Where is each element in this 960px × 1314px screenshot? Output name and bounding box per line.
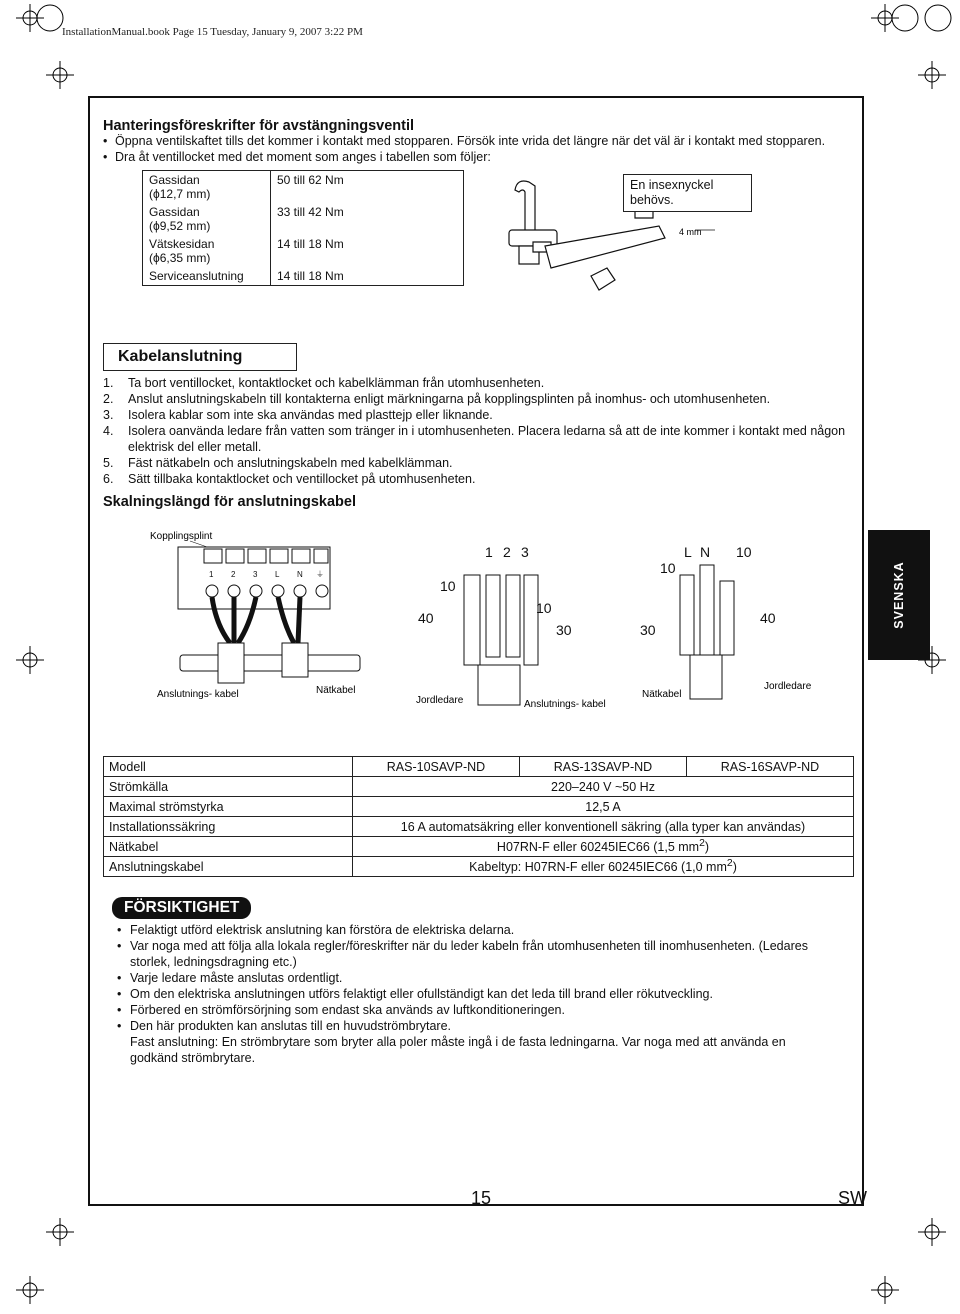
hex-key-callout: En insexnyckel behövs. (623, 174, 752, 212)
conn-cable-label-2: Anslutnings- kabel (524, 699, 606, 710)
table-row (104, 777, 854, 797)
spec-sup: 2 (699, 838, 705, 850)
spec-sup: 2 (726, 858, 733, 870)
valve-bullets (103, 133, 853, 165)
step-text: Ta bort ventillocket, kontaktlocket och kabelklämman från utomhusenheten. (128, 376, 545, 390)
step-number: 5. (103, 456, 114, 470)
spec-label: Maximal strömstyrka (104, 797, 353, 817)
terminal-mark: N (297, 570, 303, 579)
spec-label: Strömkälla (104, 777, 353, 797)
language-side-tab (868, 530, 930, 660)
step-text: Isolera oanvända ledare från vatten som tränger in i utomhusenheten. Placera ledarna så att de inte kommer i kontakt med någon elektrisk del eller metall. (128, 424, 846, 454)
step-item (103, 471, 855, 487)
valve-bullet-1: • Öppna ventilskaftet tills det kommer i kontakt med stopparen. Försök inte vrida det längre när det väl är i kontakt med stopparen. (103, 133, 853, 149)
caution-item: • Förbered en strömförsörjning som endast ska används av luftkonditioneringen. (117, 1002, 837, 1018)
step-item (103, 423, 855, 455)
registration-crosshair (918, 1218, 946, 1246)
torque-label: Gassidan (ϕ12,7 mm) (143, 171, 271, 204)
registration-crosshair (16, 646, 44, 674)
terminal-mark: 3 (253, 570, 258, 579)
cable1-dim: 40 (418, 610, 434, 626)
step-text: Sätt tillbaka kontaktlocket och ventillocket på utomhusenheten. (128, 472, 476, 486)
step-number: 6. (103, 472, 114, 486)
spec-value: 220–240 V ~50 Hz (353, 777, 854, 797)
terminal-mark: ⏚ (316, 570, 324, 579)
registration-crosshair (46, 1218, 74, 1246)
cable1-dim: 10 (536, 600, 552, 616)
earth-label: Jordledare (416, 695, 464, 706)
terminal-block-label: Kopplingsplint (150, 531, 213, 542)
torque-label: Serviceanslutning (143, 267, 271, 286)
spec-header-cell: RAS-10SAVP-ND (353, 757, 520, 777)
conn-cable-label (157, 689, 239, 700)
caution-badge: FÖRSIKTIGHET (112, 897, 251, 919)
table-row (104, 817, 854, 837)
cable2-letter: N (700, 544, 711, 560)
torque-value: 14 till 18 Nm (271, 235, 464, 267)
cable1-number: 2 (503, 544, 511, 560)
step-number: 4. (103, 424, 114, 438)
spec-value-cell (353, 837, 854, 857)
spec-header-cell: RAS-13SAVP-ND (520, 757, 687, 777)
cable2-dim: 10 (736, 544, 752, 560)
torque-row (143, 171, 464, 204)
valve-section-title: Hanteringsföreskrifter för avstängningsventil (103, 118, 415, 134)
file-header: InstallationManual.book Page 15 Tuesday, January 9, 2007 3:22 PM (62, 26, 363, 38)
cable-steps (103, 375, 855, 487)
caution-list (117, 922, 837, 1066)
earth-label-2: Jordledare (764, 681, 812, 692)
table-row (104, 757, 854, 777)
spec-value: 12,5 A (353, 797, 854, 817)
hex-dimension: 4 mm (679, 227, 702, 237)
language-code: SW (838, 1188, 867, 1208)
wiring-diagram (100, 525, 860, 725)
terminal-mark: 1 (209, 570, 214, 579)
page-number: 15 (471, 1188, 492, 1208)
torque-label: Gassidan (ϕ9,52 mm) (143, 203, 271, 235)
spec-header-cell: Modell (104, 757, 353, 777)
strip-section-title: Skalningslängd för anslutningskabel (103, 494, 356, 510)
terminal-mark: 2 (231, 570, 236, 579)
caution-item: • Varje ledare måste anslutas ordentligt. (117, 970, 837, 986)
spec-label: Anslutningskabel (104, 857, 353, 877)
cable2-letter: L (684, 544, 692, 560)
spec-label: Installationssäkring (104, 817, 353, 837)
torque-value: 14 till 18 Nm (271, 267, 464, 286)
step-item (103, 391, 855, 407)
cable1-dim: 10 (440, 578, 456, 594)
spec-value: Kabeltyp: H07RN-F eller 60245IEC66 (1,0 mm (469, 860, 727, 875)
spec-tail: ) (732, 860, 737, 875)
cable1-number: 3 (521, 544, 529, 560)
cable-section-title: Kabelanslutning (103, 343, 297, 371)
caution-item: • Var noga med att följa alla lokala regler/föreskrifter när du leder kabeln från utomhusenheten till inomhusenheten. (Ledares storlek, ledningsdragning etc.) (117, 938, 837, 970)
step-text: Fäst nätkabeln och anslutningskabeln med kabelklämman. (128, 456, 453, 470)
side-tab-label: SVENSKA (892, 561, 906, 629)
valve-bullet-2: • Dra åt ventillocket med det moment som anges i tabellen som följer: (103, 149, 853, 165)
spec-table (103, 756, 854, 877)
terminal-mark: L (275, 570, 280, 579)
step-number: 2. (103, 392, 114, 406)
cable2-dim: 30 (640, 622, 656, 638)
torque-row (143, 203, 464, 235)
mains-label: Nätkabel (316, 685, 356, 696)
torque-row (143, 267, 464, 286)
caution-item: • Om den elektriska anslutningen utförs felaktigt eller ofullständigt kan det leda till brand eller rökutveckling. (117, 986, 837, 1002)
step-item (103, 407, 855, 423)
torque-row (143, 235, 464, 267)
spec-tail: ) (704, 840, 710, 855)
cable1-dim: 30 (556, 622, 572, 638)
cable1-number: 1 (485, 544, 493, 560)
registration-crosshair (871, 1276, 899, 1304)
step-number: 3. (103, 408, 114, 422)
torque-value: 50 till 62 Nm (271, 171, 464, 204)
torque-value: 33 till 42 Nm (271, 203, 464, 235)
spec-value-cell (353, 857, 854, 877)
spec-header-cell: RAS-16SAVP-ND (687, 757, 854, 777)
registration-crosshair (918, 61, 946, 89)
table-row (104, 797, 854, 817)
color-wheel-mark (925, 5, 951, 31)
step-text: Anslut anslutningskabeln till kontakterna enligt märkningarna på kopplingsplinten på inomhus- och utomhusenheten. (128, 392, 771, 406)
registration-crosshair (16, 4, 44, 32)
table-row (104, 857, 854, 877)
step-number: 1. (103, 376, 114, 390)
spec-label: Nätkabel (104, 837, 353, 857)
registration-crosshair (46, 61, 74, 89)
table-row (104, 837, 854, 857)
step-text: Isolera kablar som inte ska användas med plasttejp eller liknande. (128, 408, 493, 422)
registration-crosshair (871, 4, 899, 32)
spec-value: H07RN-F eller 60245IEC66 (1,5 mm (496, 840, 700, 855)
cable2-dim: 10 (660, 560, 676, 576)
mains-label-2: Nätkabel (642, 689, 682, 700)
step-item (103, 455, 855, 471)
caution-item: • Den här produkten kan anslutas till en huvudströmbrytare. Fast anslutning: En strömbrytare som bryter alla poler måste ingå i de fasta ledningarna. Var noga med att använda en godkänd strömbrytare. (117, 1018, 837, 1066)
torque-table (142, 170, 464, 286)
conn-cable-label-text: Anslutnings- kabel (157, 689, 239, 700)
caution-item: • Felaktigt utförd elektrisk anslutning kan förstöra de elektriska delarna. (117, 922, 837, 938)
spec-value: 16 A automatsäkring eller konventionell säkring (alla typer kan användas) (353, 817, 854, 837)
cable2-dim: 40 (760, 610, 776, 626)
torque-label: Vätskesidan (ϕ6,35 mm) (143, 235, 271, 267)
registration-crosshair (16, 1276, 44, 1304)
step-item (103, 375, 855, 391)
